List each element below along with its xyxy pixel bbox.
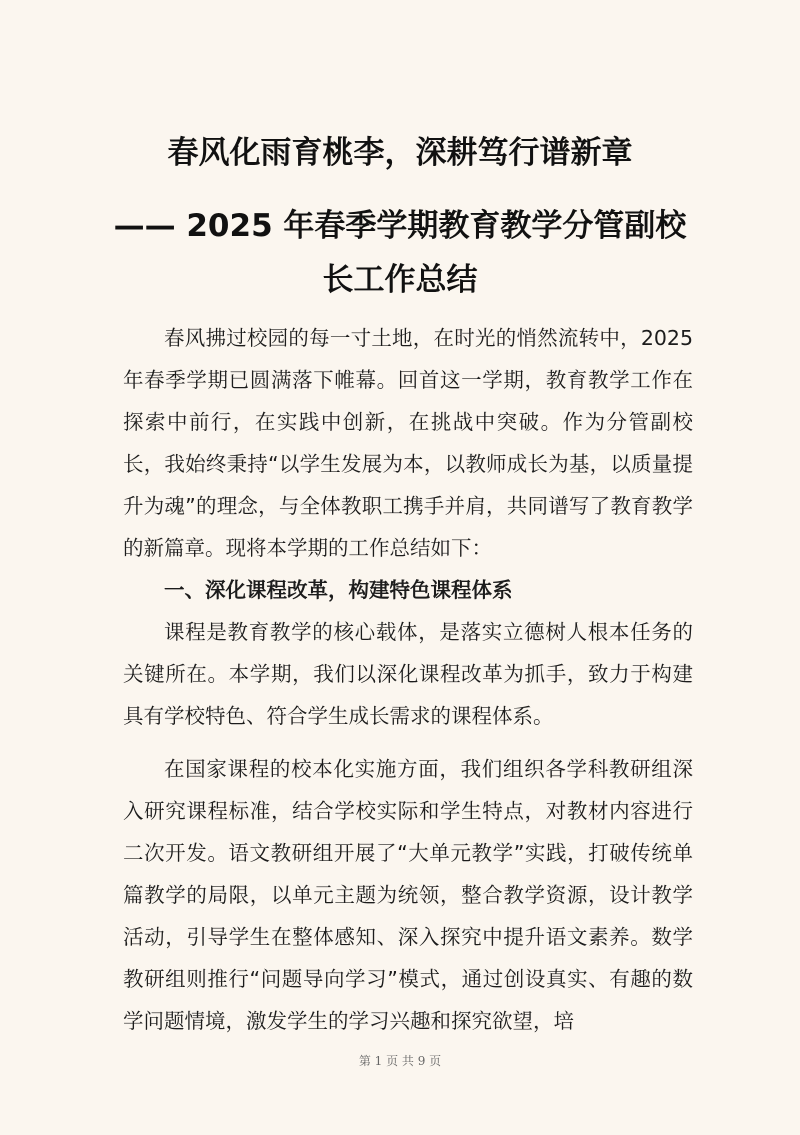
section-heading-1: 一、深化课程改革，构建特色课程体系	[164, 578, 513, 602]
page-footer: 第 1 页 共 9 页	[358, 1054, 442, 1068]
section-paragraph-1: 课程是教育教学的核心载体，是落实立德树人根本任务的关键所在。本学期，我们以深化课程改革为抓手，致力于构建具有学校特色、符合学生成长需求的课程体系。	[123, 620, 693, 728]
document-title: 春风化雨育桃李，深耕笃行谱新章	[167, 135, 633, 171]
document-subtitle-line2: 长工作总结	[322, 262, 478, 298]
intro-paragraph: 春风拂过校园的每一寸土地，在时光的悄然流转中，2025 年春季学期已圆满落下帷幕。回首这一学期，教育教学工作在探索中前行，在实践中创新，在挑战中突破。作为分管副校长，我始终秉持“以学生发展为本，以教师成长为基，以质量提升为魂”的理念，与全体教职工携手并肩，共同谱写了教育教学的新篇章。现将本学期的工作总结如下：	[123, 326, 693, 560]
section-paragraph-2: 在国家课程的校本化实施方面，我们组织各学科教研组深入研究课程标准，结合学校实际和学生特点，对教材内容进行二次开发。语文教研组开展了“大单元教学”实践，打破传统单篇教学的局限，以单元主题为统领，整合教学资源，设计教学活动，引导学生在整体感知、深入探究中提升语文素养。数学教研组则推行“问题导向学习”模式，通过创设真实、有趣的数学问题情境，激发学生的学习兴趣和探究欲望，培	[123, 757, 693, 1033]
document-subtitle-line1: —— 2025 年春季学期教育教学分管副校	[113, 208, 687, 244]
document-body	[123, 317, 693, 1042]
